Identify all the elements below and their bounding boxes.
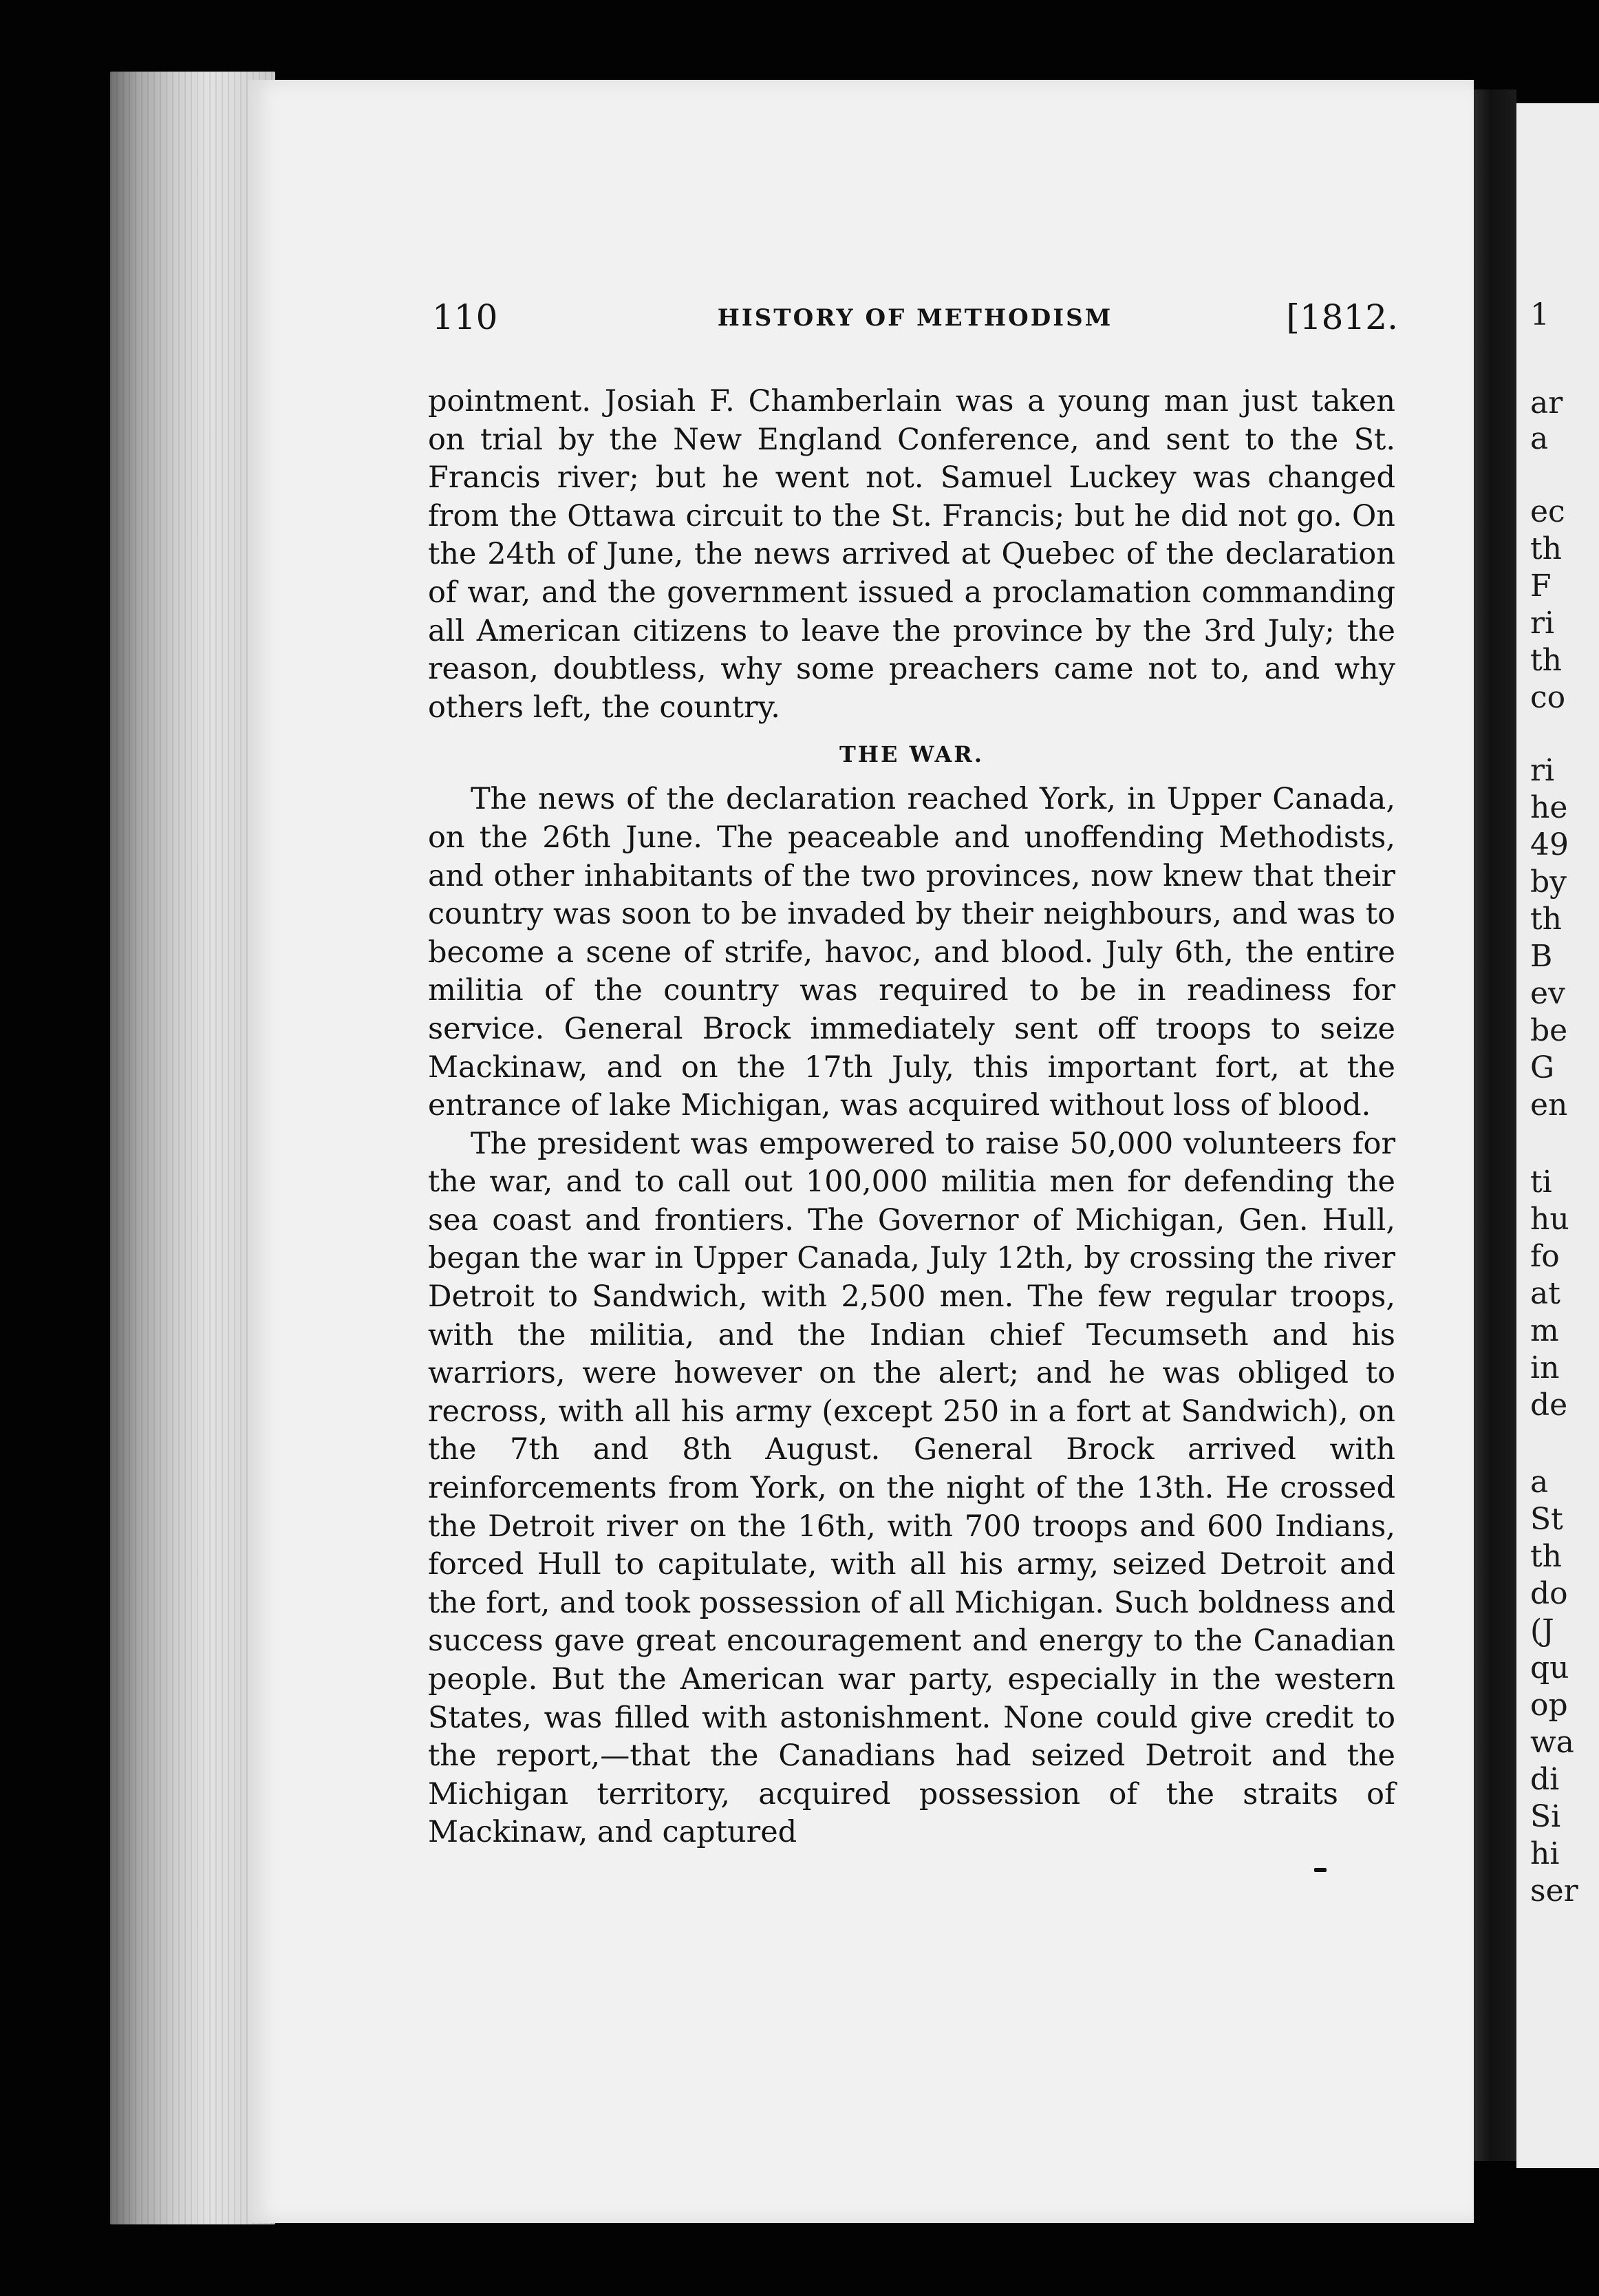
- facing-page-text: ti: [1530, 1165, 1552, 1200]
- facing-page-text: hu: [1530, 1202, 1569, 1237]
- page-number: 110: [432, 297, 498, 337]
- facing-page-text: he: [1530, 790, 1568, 825]
- facing-page-text: 1: [1530, 297, 1549, 332]
- facing-page-text: G: [1530, 1050, 1555, 1085]
- facing-page-text: wa: [1530, 1725, 1574, 1760]
- facing-page-text: ser: [1530, 1873, 1578, 1909]
- facing-page-text: de: [1530, 1388, 1568, 1423]
- facing-page-text: hi: [1530, 1836, 1560, 1871]
- section-heading: THE WAR.: [839, 741, 985, 768]
- facing-page-text: th: [1530, 902, 1563, 937]
- running-title: HISTORY OF METHODISM: [717, 304, 1113, 332]
- body-text: [428, 383, 1395, 1852]
- paragraph: pointment. Josiah F. Chamberlain was a young man just taken on trial by the New England Conference, and sent to the St. Francis river; but he went not. Samuel Luckey was changed from the Ottawa circuit to the St. Francis; but he did not go. On the 24th of June, the news arrived at Quebec of the declaration of war, and the government issued a proclamation commanding all American citizens to leave the province by the 3rd July; the reason, doubtless, why some preachers came not to, and why others left, the country.: [428, 384, 1395, 725]
- facing-page-text: St: [1530, 1502, 1563, 1537]
- facing-page-text: ar: [1530, 385, 1563, 421]
- facing-page-text: qu: [1530, 1650, 1569, 1686]
- facing-page-text: m: [1530, 1313, 1559, 1348]
- facing-page-text: at: [1530, 1276, 1560, 1311]
- facing-page-text: en: [1530, 1087, 1568, 1123]
- facing-page-text: do: [1530, 1576, 1568, 1611]
- facing-page-text: be: [1530, 1013, 1568, 1048]
- running-head: [432, 297, 1398, 346]
- facing-page-text: a: [1530, 421, 1549, 456]
- facing-page-text: by: [1530, 864, 1567, 900]
- running-year: [1812.: [1286, 297, 1398, 337]
- facing-page-text: F: [1530, 568, 1552, 604]
- facing-page-text: op: [1530, 1688, 1568, 1723]
- facing-page-text: di: [1530, 1762, 1560, 1797]
- facing-page-text: B: [1530, 939, 1553, 974]
- facing-page-fragment: [1516, 103, 1599, 2168]
- paragraph: The news of the declaration reached York, in Upper Canada, on the 26th June. The peaceable and unoffending Methodists, and other inhabitants of the two provinces, now knew that their country was soon to be invaded by their neighbours, and was to become a scene of strife, havoc, and blood. July 6th, the entire militia of the country was required to be in readiness for service. General Brock immediately sent off troops to seize Mackinaw, and on the 17th July, this important fort, at the entrance of lake Michigan, was acquired without loss of blood.: [428, 782, 1395, 1123]
- paragraph: The president was empowered to raise 50,000 volunteers for the war, and to call out 100,000 militia men for defending the sea coast and frontiers. The Governor of Michigan, Gen. Hull, began the war in Upper Canada, July 12th, by crossing the river Detroit to Sandwich, with 2,500 men. The few regular troops, with the militia, and the Indian chief Tecumseth and his warriors, were however on the alert; and he was obliged to recross, with all his army (except 250 in a fort at Sandwich), on the 7th and 8th August. General Brock arrived with reinforcements from York, on the night of the 13th. He crossed the Detroit river on the 16th, with 700 troops and 600 Indians, forced Hull to capitulate, with all his army, seized Detroit and the fort, and took possession of all Michigan. Such boldness and success gave great encouragement and energy to the Canadian people. But the American war party, especially in the western States, was filled with astonishment. None could give credit to the report,—that the Canadians had seized Detroit and the Michigan territory, acquired possession of the straits of Mackinaw, and captured: [428, 1126, 1395, 1850]
- facing-page-text: co: [1530, 680, 1566, 715]
- facing-page-text: th: [1530, 531, 1563, 566]
- facing-page-text: ri: [1530, 606, 1555, 641]
- facing-page-text: ri: [1530, 753, 1555, 788]
- facing-page-text: th: [1530, 1539, 1563, 1574]
- facing-page-text: th: [1530, 643, 1563, 678]
- facing-page-text: (J: [1530, 1613, 1554, 1648]
- binding-shadow: [1474, 89, 1516, 2161]
- facing-page-text: ev: [1530, 976, 1565, 1011]
- facing-page-text: a: [1530, 1465, 1549, 1500]
- facing-page-text: 49: [1530, 827, 1569, 862]
- facing-page-text: Si: [1530, 1799, 1561, 1834]
- facing-page-text: fo: [1530, 1239, 1560, 1274]
- printer-mark: [1314, 1868, 1327, 1872]
- facing-page-text: ec: [1530, 494, 1565, 529]
- facing-page-text: in: [1530, 1350, 1560, 1385]
